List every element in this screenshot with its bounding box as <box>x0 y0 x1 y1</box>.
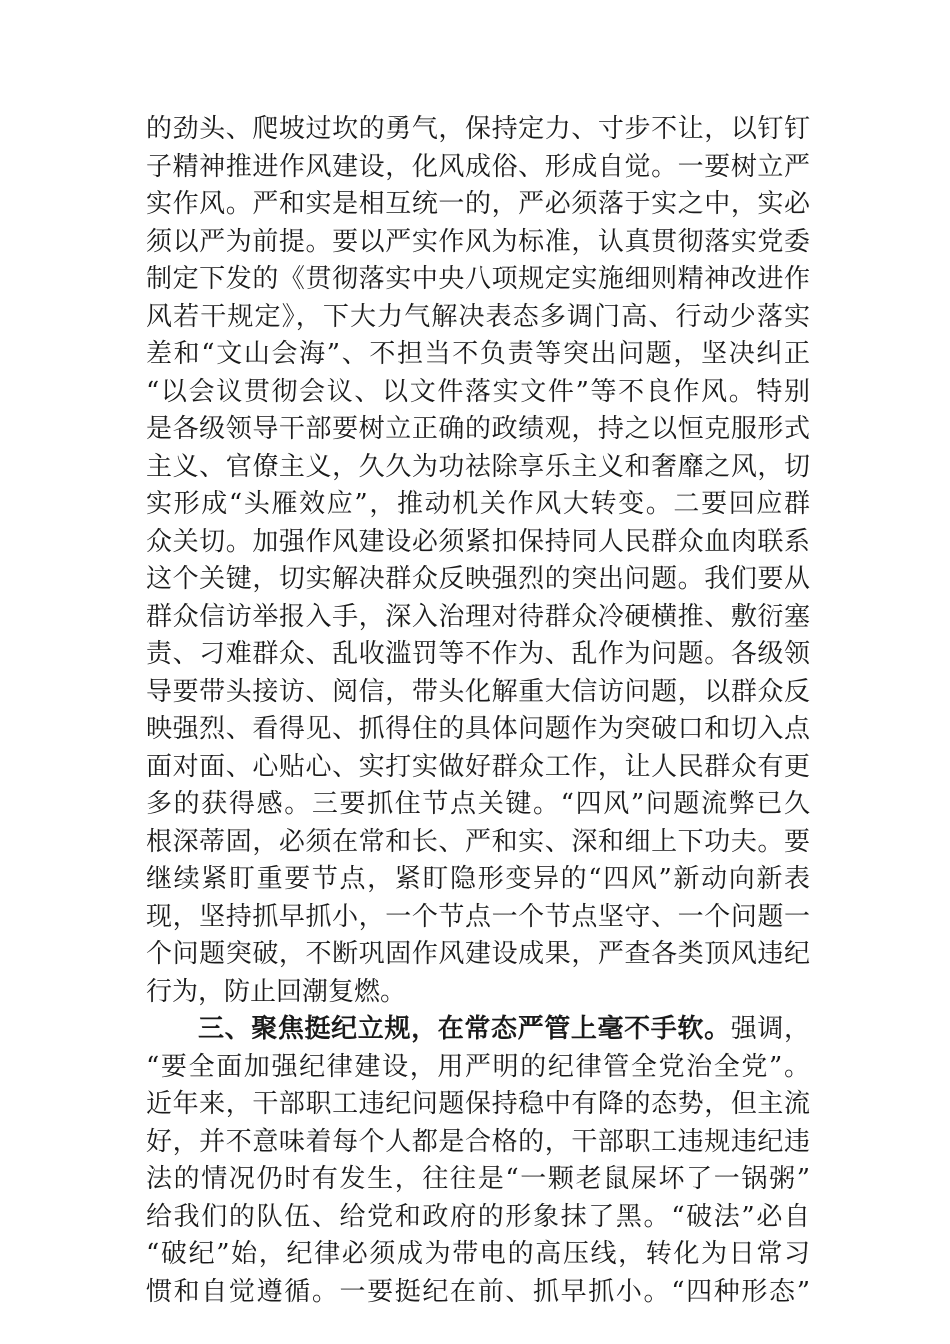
paragraph-1 <box>146 111 810 1011</box>
text-line: 根深蒂固，必须在常和长、严和实、深和细上下功夫。要 <box>146 826 810 857</box>
text-line: 子精神推进作风建设，化风成俗、形成自觉。一要树立严 <box>146 151 810 182</box>
text-line: 是各级领导干部要树立正确的政绩观，持之以恒克服形式 <box>146 414 810 444</box>
text-line: 的劲头、爬坡过坎的勇气，保持定力、寸步不让，以钉钉 <box>146 114 810 144</box>
text-line: 众关切。加强作风建设必须紧扣保持同人民群众血肉联系 <box>146 526 810 557</box>
body-text <box>146 111 810 1311</box>
text-line: “要全面加强纪律建设，用严明的纪律管全党治全党”。 <box>146 1051 810 1082</box>
text-line: 风若干规定》，下大力气解决表态多调门高、行动少落实 <box>146 301 810 332</box>
text-line: 须以严为前提。要以严实作风为标准，认真贯彻落实党委 <box>146 226 810 257</box>
text-line: 行为，防止回潮复燃。 <box>146 976 407 1007</box>
text-line: 继续紧盯重要节点，紧盯隐形变异的“四风”新动向新表 <box>146 864 810 894</box>
text-line: 法的情况仍时有发生，往往是“一颗老鼠屎坏了一锅粥” <box>146 1164 810 1194</box>
text-line: 多的获得感。三要抓住节点关键。“四风”问题流弊已久 <box>146 789 810 819</box>
text-line: 主义、官僚主义，久久为功祛除享乐主义和奢靡之风，切 <box>146 451 810 482</box>
text-line: 制定下发的《贯彻落实中央八项规定实施细则精神改进作 <box>146 264 810 294</box>
paragraph-2-first-line <box>146 1011 810 1049</box>
text-line: 实作风。严和实是相互统一的，严必须落于实之中，实必 <box>146 189 810 219</box>
paragraph-2-first-tail: 强调， <box>730 1014 810 1044</box>
text-line: 差和“文山会海”、不担当不负责等突出问题，坚决纠正 <box>146 339 810 369</box>
text-line: 实形成“头雁效应”，推动机关作风大转变。二要回应群 <box>146 489 810 519</box>
text-line: 群众信访举报入手，深入治理对待群众冷硬横推、敷衍塞 <box>146 601 810 632</box>
text-line: 个问题突破，不断巩固作风建设成果，严查各类顶风违纪 <box>146 939 810 969</box>
text-line: 导要带头接访、阅信，带头化解重大信访问题，以群众反 <box>146 676 810 707</box>
text-line: “以会议贯彻会议、以文件落实文件”等不良作风。特别 <box>146 376 810 407</box>
text-line: 近年来，干部职工违纪问题保持稳中有降的态势，但主流 <box>146 1089 810 1119</box>
text-line: 给我们的队伍、给党和政府的形象抹了黑。“破法”必自 <box>146 1201 810 1232</box>
section-heading: 三、聚焦挺纪立规，在常态严管上毫不手软。 <box>198 1014 731 1044</box>
text-line: 责、刁难群众、乱收滥罚等不作为、乱作为问题。各级领 <box>146 639 810 669</box>
text-line: 现，坚持抓早抓小，一个节点一个节点坚守、一个问题一 <box>146 901 810 932</box>
text-line: 惯和自觉遵循。一要挺纪在前、抓早抓小。“四种形态” <box>146 1276 810 1307</box>
text-line: 面对面、心贴心、实打实做好群众工作，让人民群众有更 <box>146 751 810 782</box>
text-line: 映强烈、看得见、抓得住的具体问题作为突破口和切入点 <box>146 714 810 744</box>
text-line: 好，并不意味着每个人都是合格的，干部职工违规违纪违 <box>146 1126 810 1157</box>
text-line: 这个关键，切实解决群众反映强烈的突出问题。我们要从 <box>146 564 810 594</box>
paragraph-2 <box>146 1011 810 1311</box>
text-line: “破纪”始，纪律必须成为带电的高压线，转化为日常习 <box>146 1239 810 1269</box>
